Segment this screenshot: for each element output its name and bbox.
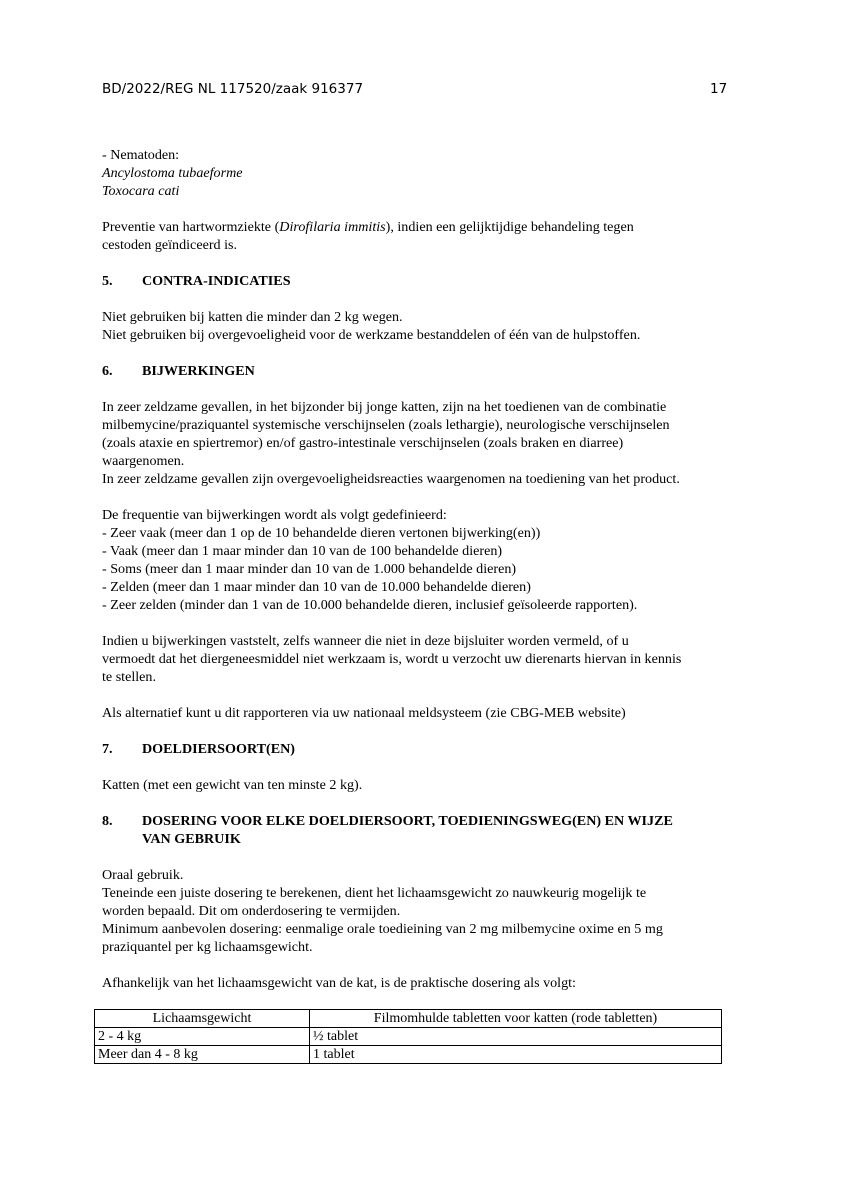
frequency-item: - Zeer zelden (minder dan 1 van de 10.000 behandelde dieren, inclusief geïsoleerde rapporten). bbox=[102, 597, 638, 613]
table-header-row bbox=[95, 1010, 722, 1028]
frequency-item: - Zelden (meer dan 1 maar minder dan 10 van de 10.000 behandelde dieren) bbox=[102, 579, 531, 595]
frequency-item: - Vaak (meer dan 1 maar minder dan 10 van de 100 behandelde dieren) bbox=[102, 543, 503, 559]
table-row bbox=[95, 1046, 722, 1064]
table-cell: 2 - 4 kg bbox=[95, 1028, 310, 1046]
prevention-text: Preventie van hartwormziekte (Dirofilaria immitis), indien een gelijktijdige behandeling tegen bbox=[102, 219, 634, 235]
paragraph-line: milbemycine/praziquantel systemische verschijnselen (zoals lethargie), neurologische verschijnselen bbox=[102, 417, 670, 433]
paragraph-line: (zoals ataxie en spiertremor) en/of gastro-intestinale verschijnselen (zoals braken en diarree) bbox=[102, 435, 624, 451]
paragraph-line: Als alternatief kunt u dit rapporteren via uw nationaal meldsysteem (zie CBG-MEB website) bbox=[102, 705, 626, 721]
paragraph-line: vermoedt dat het diergeneesmiddel niet werkzaam is, wordt u verzocht uw dierenarts hiervan in kennis bbox=[102, 651, 682, 667]
section-heading-dosering: 8. DOSERING VOOR ELKE DOELDIERSOORT, TOEDIENINGSWEG(EN) EN WIJZE VAN GEBRUIK bbox=[102, 813, 673, 847]
prevention-text: cestoden geïndiceerd is. bbox=[102, 237, 238, 253]
paragraph-line: De frequentie van bijwerkingen wordt als volgt gedefinieerd: bbox=[102, 507, 447, 523]
section-heading-doeldiersoort: 7. DOELDIERSOORT(EN) bbox=[102, 741, 295, 757]
species-name: Ancylostoma tubaeforme bbox=[102, 165, 243, 181]
paragraph-line: Indien u bijwerkingen vaststelt, zelfs wanneer die niet in deze bijsluiter worden vermeld, of u bbox=[102, 633, 629, 649]
section-heading-bijwerkingen: 6. BIJWERKINGEN bbox=[102, 363, 255, 379]
paragraph-line: In zeer zeldzame gevallen zijn overgevoeligheidsreacties waargenomen na toediening van het product. bbox=[102, 471, 680, 487]
nematoden-label: - Nematoden: bbox=[102, 147, 180, 163]
paragraph-line: te stellen. bbox=[102, 669, 157, 685]
table-row bbox=[95, 1028, 722, 1046]
document-reference: BD/2022/REG NL 117520/zaak 916377 bbox=[102, 81, 364, 97]
table-cell: Meer dan 4 - 8 kg bbox=[95, 1046, 310, 1064]
page-number: 17 bbox=[710, 81, 728, 97]
paragraph-line: Niet gebruiken bij overgevoeligheid voor de werkzame bestanddelen of één van de hulpstoffen. bbox=[102, 327, 641, 343]
paragraph-line: waargenomen. bbox=[102, 453, 185, 469]
frequency-item: - Soms (meer dan 1 maar minder dan 10 van de 1.000 behandelde dieren) bbox=[102, 561, 517, 577]
table-cell: 1 tablet bbox=[310, 1046, 722, 1064]
paragraph-line: In zeer zeldzame gevallen, in het bijzonder bij jonge katten, zijn na het toedienen van de combinatie bbox=[102, 399, 667, 415]
paragraph-line: Afhankelijk van het lichaamsgewicht van de kat, is de praktische dosering als volgt: bbox=[102, 975, 576, 991]
paragraph-line: praziquantel per kg lichaamsgewicht. bbox=[102, 939, 313, 955]
paragraph-line: Niet gebruiken bij katten die minder dan 2 kg wegen. bbox=[102, 309, 403, 325]
table-cell: ½ tablet bbox=[310, 1028, 722, 1046]
section-heading-contra-indicaties: 5. CONTRA-INDICATIES bbox=[102, 273, 291, 289]
paragraph-line: Teneinde een juiste dosering te berekenen, dient het lichaamsgewicht zo nauwkeurig mogelijk te bbox=[102, 885, 647, 901]
paragraph-line: Minimum aanbevolen dosering: eenmalige orale toedieining van 2 mg milbemycine oxime en 5 mg bbox=[102, 921, 663, 937]
frequency-item: - Zeer vaak (meer dan 1 op de 10 behandelde dieren vertonen bijwerking(en)) bbox=[102, 525, 541, 541]
paragraph-line: worden bepaald. Dit om onderdosering te vermijden. bbox=[102, 903, 401, 919]
paragraph-line: Katten (met een gewicht van ten minste 2 kg). bbox=[102, 777, 363, 793]
dosage-table bbox=[94, 1009, 722, 1064]
table-header-cell: Lichaamsgewicht bbox=[95, 1010, 310, 1028]
document-body bbox=[98, 146, 752, 1064]
paragraph-line: Oraal gebruik. bbox=[102, 867, 184, 883]
species-name: Toxocara cati bbox=[102, 183, 180, 199]
table-header-cell: Filmomhulde tabletten voor katten (rode tabletten) bbox=[310, 1010, 722, 1028]
